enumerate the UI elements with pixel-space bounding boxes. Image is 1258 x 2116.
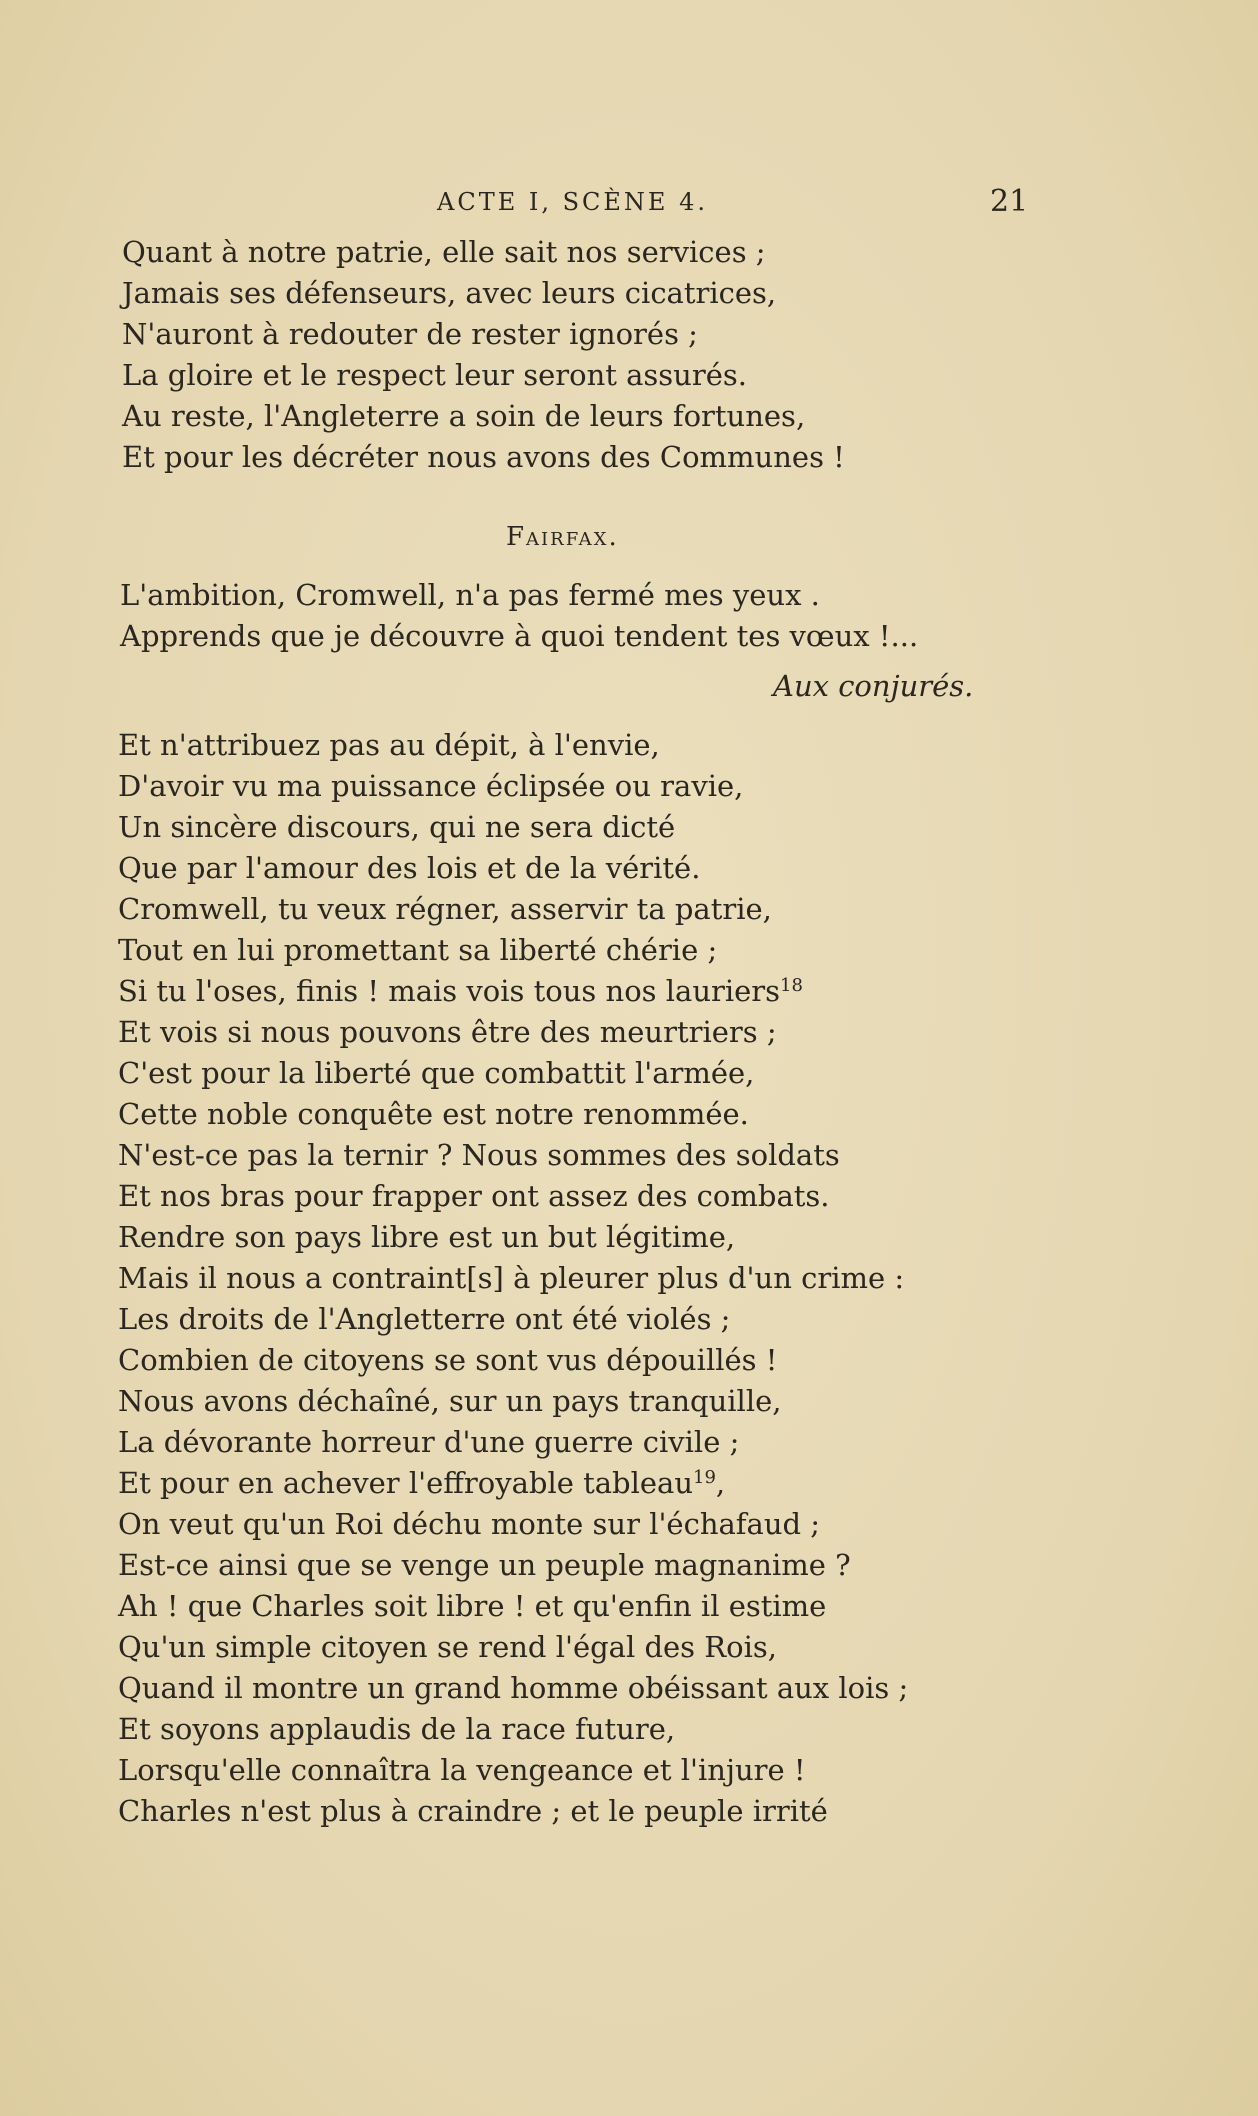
verse-line: Qu'un simple citoyen se rend l'égal des Rois, — [118, 1630, 777, 1664]
running-head — [0, 184, 1258, 228]
punctuation: , — [715, 1466, 726, 1500]
verse-line: N'auront à redouter de rester ignorés ; — [122, 317, 698, 351]
verse-line: Quand il montre un grand homme obéissant aux lois ; — [118, 1671, 909, 1705]
verse-line: Et pour les décréter nous avons des Communes ! — [122, 440, 845, 474]
verse-line: Ah ! que Charles soit libre ! et qu'enfin il estime — [118, 1589, 827, 1623]
speaker-name: Fairfax. — [506, 522, 619, 552]
verse-line: Et vois si nous pouvons être des meurtriers ; — [118, 1015, 777, 1049]
verse-text: Si tu l'oses, finis ! mais vois tous nos lauriers — [118, 974, 781, 1008]
verse-line: Lorsqu'elle connaîtra la vengeance et l'injure ! — [118, 1753, 806, 1787]
page-number: 21 — [990, 184, 1029, 219]
verse-line: Au reste, l'Angleterre a soin de leurs fortunes, — [122, 399, 806, 433]
verse-line: Un sincère discours, qui ne sera dicté — [118, 810, 676, 844]
verse-line: Et n'attribuez pas au dépit, à l'envie, — [118, 728, 660, 762]
verse-line-with-note — [118, 1463, 725, 1503]
verse-line: Tout en lui promettant sa liberté chérie ; — [118, 933, 718, 967]
verse-line: N'est-ce pas la ternir ? Nous sommes des soldats — [118, 1138, 840, 1172]
verse-line-with-note — [118, 971, 803, 1011]
running-title: ACTE I, SCÈNE 4. — [437, 188, 708, 216]
verse-line: Rendre son pays libre est un but légitime, — [118, 1220, 736, 1254]
verse-line: Les droits de l'Angletterre ont été violés ; — [118, 1302, 731, 1336]
verse-line: La gloire et le respect leur seront assurés. — [122, 358, 747, 392]
verse-line: Apprends que je découvre à quoi tendent tes vœux !... — [120, 619, 919, 653]
verse-line: Que par l'amour des lois et de la vérité. — [118, 851, 701, 885]
verse-line: D'avoir vu ma puissance éclipsée ou ravie, — [118, 769, 744, 803]
verse-text: Et pour en achever l'effroyable tableau — [118, 1466, 694, 1500]
stage-direction: Aux conjurés. — [773, 669, 974, 703]
verse-line: Cromwell, tu veux régner, asservir ta patrie, — [118, 892, 772, 926]
verse-line: Cette noble conquête est notre renommée. — [118, 1097, 749, 1131]
verse-line: On veut qu'un Roi déchu monte sur l'échafaud ; — [118, 1507, 821, 1541]
verse-line: Jamais ses défenseurs, avec leurs cicatrices, — [122, 276, 777, 310]
verse-line: C'est pour la liberté que combattit l'armée, — [118, 1056, 755, 1090]
footnote-ref-19[interactable]: 19 — [693, 1467, 716, 1488]
verse-line: Est-ce ainsi que se venge un peuple magnanime ? — [118, 1548, 851, 1582]
verse-line: Et soyons applaudis de la race future, — [118, 1712, 676, 1746]
verse-line: L'ambition, Cromwell, n'a pas fermé mes yeux . — [120, 578, 820, 612]
footnote-ref-18[interactable]: 18 — [780, 975, 803, 996]
verse-line: Quant à notre patrie, elle sait nos services ; — [122, 235, 766, 269]
verse-line: La dévorante horreur d'une guerre civile ; — [118, 1425, 740, 1459]
verse-line: Et nos bras pour frapper ont assez des combats. — [118, 1179, 830, 1213]
verse-line: Charles n'est plus à craindre ; et le peuple irrité — [118, 1794, 828, 1828]
verse-line: Mais il nous a contraint[s] à pleurer plus d'un crime : — [118, 1261, 905, 1295]
verse-line: Nous avons déchaîné, sur un pays tranquille, — [118, 1384, 782, 1418]
verse-line: Combien de citoyens se sont vus dépouillés ! — [118, 1343, 778, 1377]
